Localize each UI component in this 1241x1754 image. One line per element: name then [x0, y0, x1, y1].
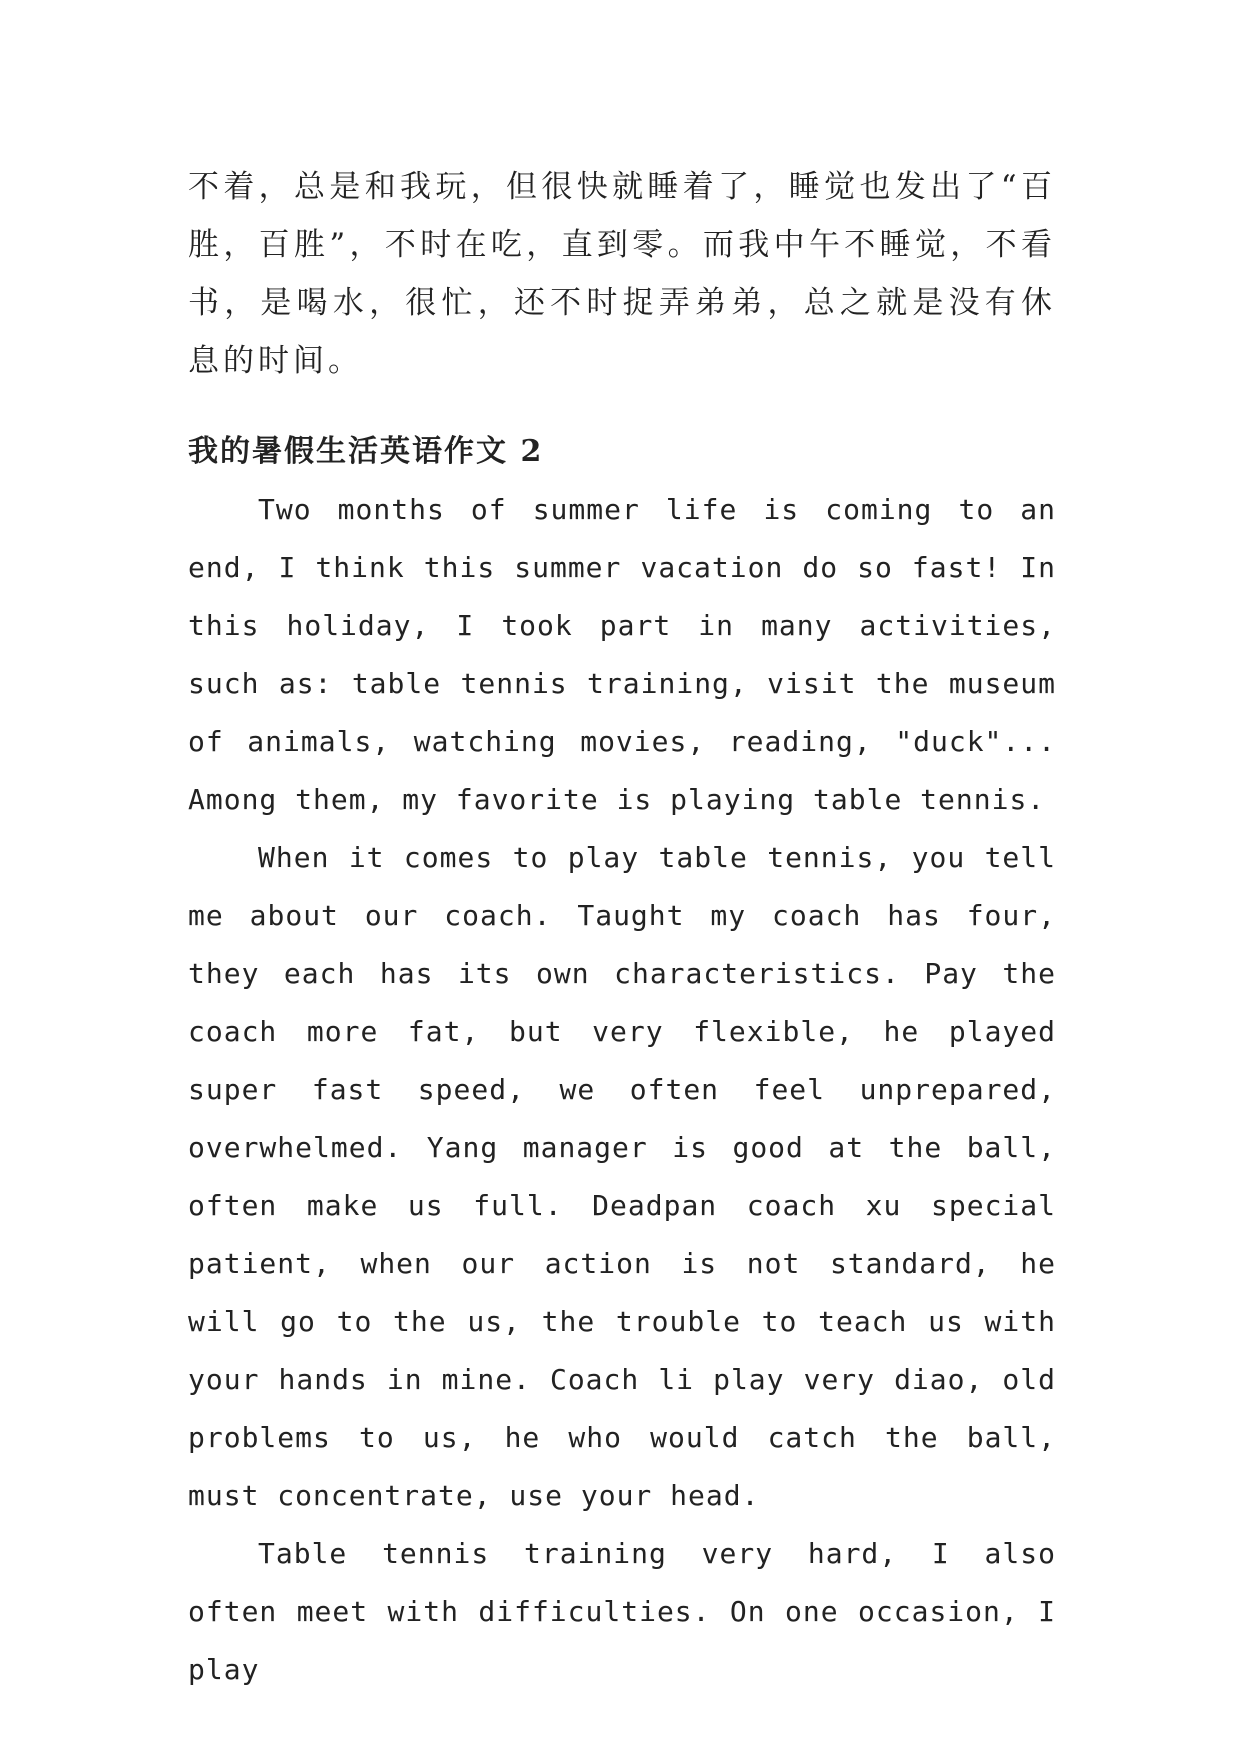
section-heading: 我的暑假生活英语作文 2 [188, 434, 544, 469]
document-page [188, 158, 1056, 1699]
paragraph-3: Table tennis training very hard, I also often meet with difficulties. On one occasion, I play [188, 1537, 1056, 1686]
paragraph-1: Two months of summer life is coming to an end, I think this summer vacation do so fast! In this holiday, I took part in many activities, such as: table tennis training, visit the museum of animals, watching movies, reading, "duck"... Among them, my favorite is playing table tennis. [188, 493, 1056, 816]
paragraph-2: When it comes to play table tennis, you tell me about our coach. Taught my coach has four, they each has its own characteristics. Pay the coach more fat, but very flexible, he played super fast speed, we often feel unprepared, overwhelmed. Yang manager is good at the ball, often make us full. Deadpan coach xu special patient, when our action is not standard, he will go to the us, the trouble to teach us with your hands in mine. Coach li play very diao, old problems to us, he who would catch the ball, must concentrate, use your head. [188, 841, 1056, 1512]
intro-paragraph: 不着，总是和我玩，但很快就睡着了，睡觉也发出了“百胜，百胜”，不时在吃，直到零。而我中午不睡觉，不看书，是喝水，很忙，还不时捉弄弟弟，总之就是没有休息的时间。 [188, 169, 1056, 379]
